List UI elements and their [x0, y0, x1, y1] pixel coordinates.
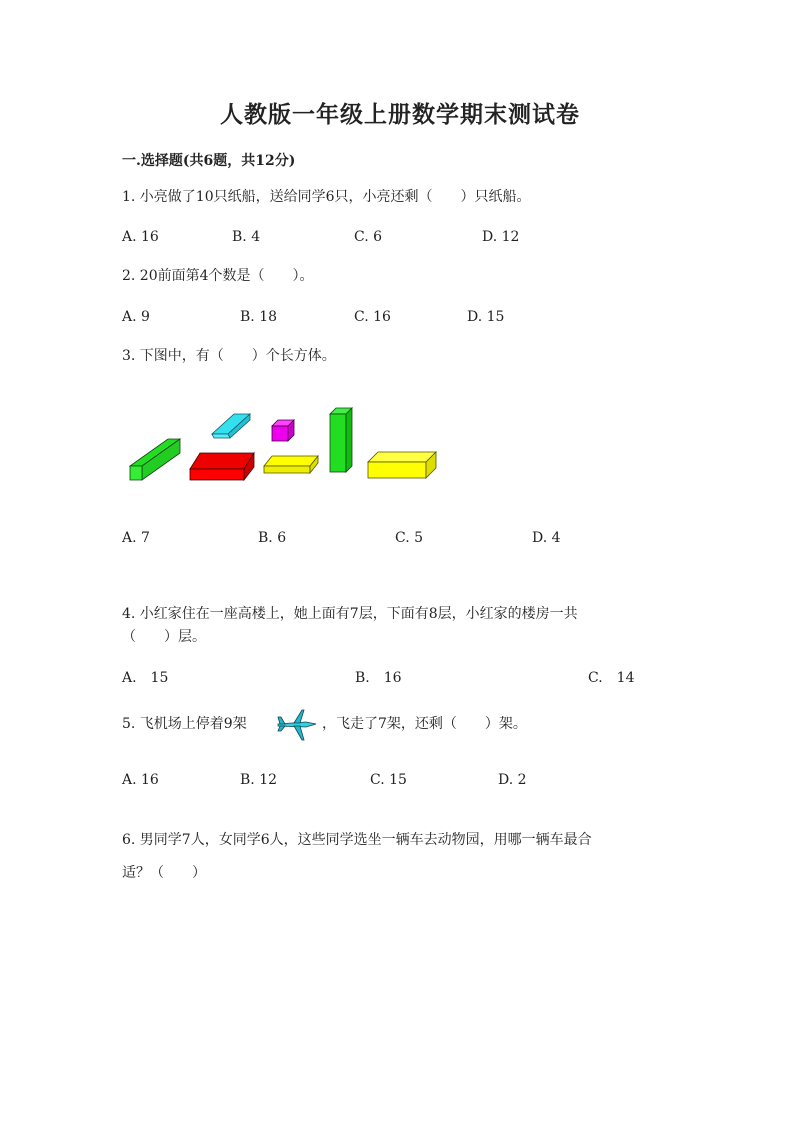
question-3-stem: 3. 下图中，有（ ）个长方体。	[122, 348, 336, 364]
cyan-tilted-shape	[212, 414, 250, 438]
q1-option-d[interactable]: D. 12	[482, 229, 520, 245]
q5-option-b[interactable]: B. 12	[240, 772, 278, 788]
q5-option-a[interactable]: A. 16	[122, 772, 159, 788]
green-long-cuboid	[130, 439, 180, 480]
q2-option-d[interactable]: D. 15	[467, 309, 505, 325]
q3-option-b[interactable]: B. 6	[258, 530, 287, 546]
airplane-icon	[276, 706, 320, 744]
q2-option-c[interactable]: C. 16	[354, 309, 391, 325]
q2-option-b[interactable]: B. 18	[240, 309, 278, 325]
q3-option-d[interactable]: D. 4	[532, 530, 561, 546]
q5-option-d[interactable]: D. 2	[498, 772, 527, 788]
q4-option-c[interactable]: C. 14	[588, 670, 635, 686]
question-4-stem-line1: 4. 小红家住在一座高楼上，她上面有7层，下面有8层，小红家的楼房一共	[122, 606, 578, 622]
question-1-stem: 1. 小亮做了10只纸船，送给同学6只，小亮还剩（ ）只纸船。	[122, 189, 531, 205]
q5-option-c[interactable]: C. 15	[370, 772, 407, 788]
question-5-stem-after: ，飞走了7架，还剩（ ）架。	[322, 716, 527, 732]
q4-option-a[interactable]: A. 15	[122, 670, 169, 686]
question-2-stem: 2. 20前面第4个数是（ ）。	[122, 268, 314, 284]
magenta-cube	[272, 420, 294, 441]
question-4-stem-line2: （ ）层。	[122, 629, 206, 645]
cuboids-figure	[120, 400, 450, 490]
question-5-stem-before: 5. 飞机场上停着9架	[122, 716, 247, 732]
yellow-box-cuboid	[368, 452, 436, 478]
q4-option-b[interactable]: B. 16	[355, 670, 402, 686]
q1-option-b[interactable]: B. 4	[232, 229, 261, 245]
q1-option-c[interactable]: C. 6	[354, 229, 383, 245]
question-6-stem-line2: 适？（ ）	[122, 865, 206, 881]
green-tall-cuboid	[330, 408, 352, 472]
yellow-plate-cuboid	[264, 456, 318, 473]
question-6-stem-line1: 6. 男同学7人，女同学6人，这些同学选坐一辆车去动物园，用哪一辆车最合	[122, 832, 592, 848]
q1-option-a[interactable]: A. 16	[122, 229, 159, 245]
page-title: 人教版一年级上册数学期末测试卷	[220, 101, 580, 128]
red-flat-cuboid	[190, 453, 254, 480]
section-heading: 一.选择题(共6题，共12分)	[122, 153, 296, 169]
q3-option-c[interactable]: C. 5	[395, 530, 424, 546]
q3-option-a[interactable]: A. 7	[122, 530, 150, 546]
q2-option-a[interactable]: A. 9	[122, 309, 150, 325]
